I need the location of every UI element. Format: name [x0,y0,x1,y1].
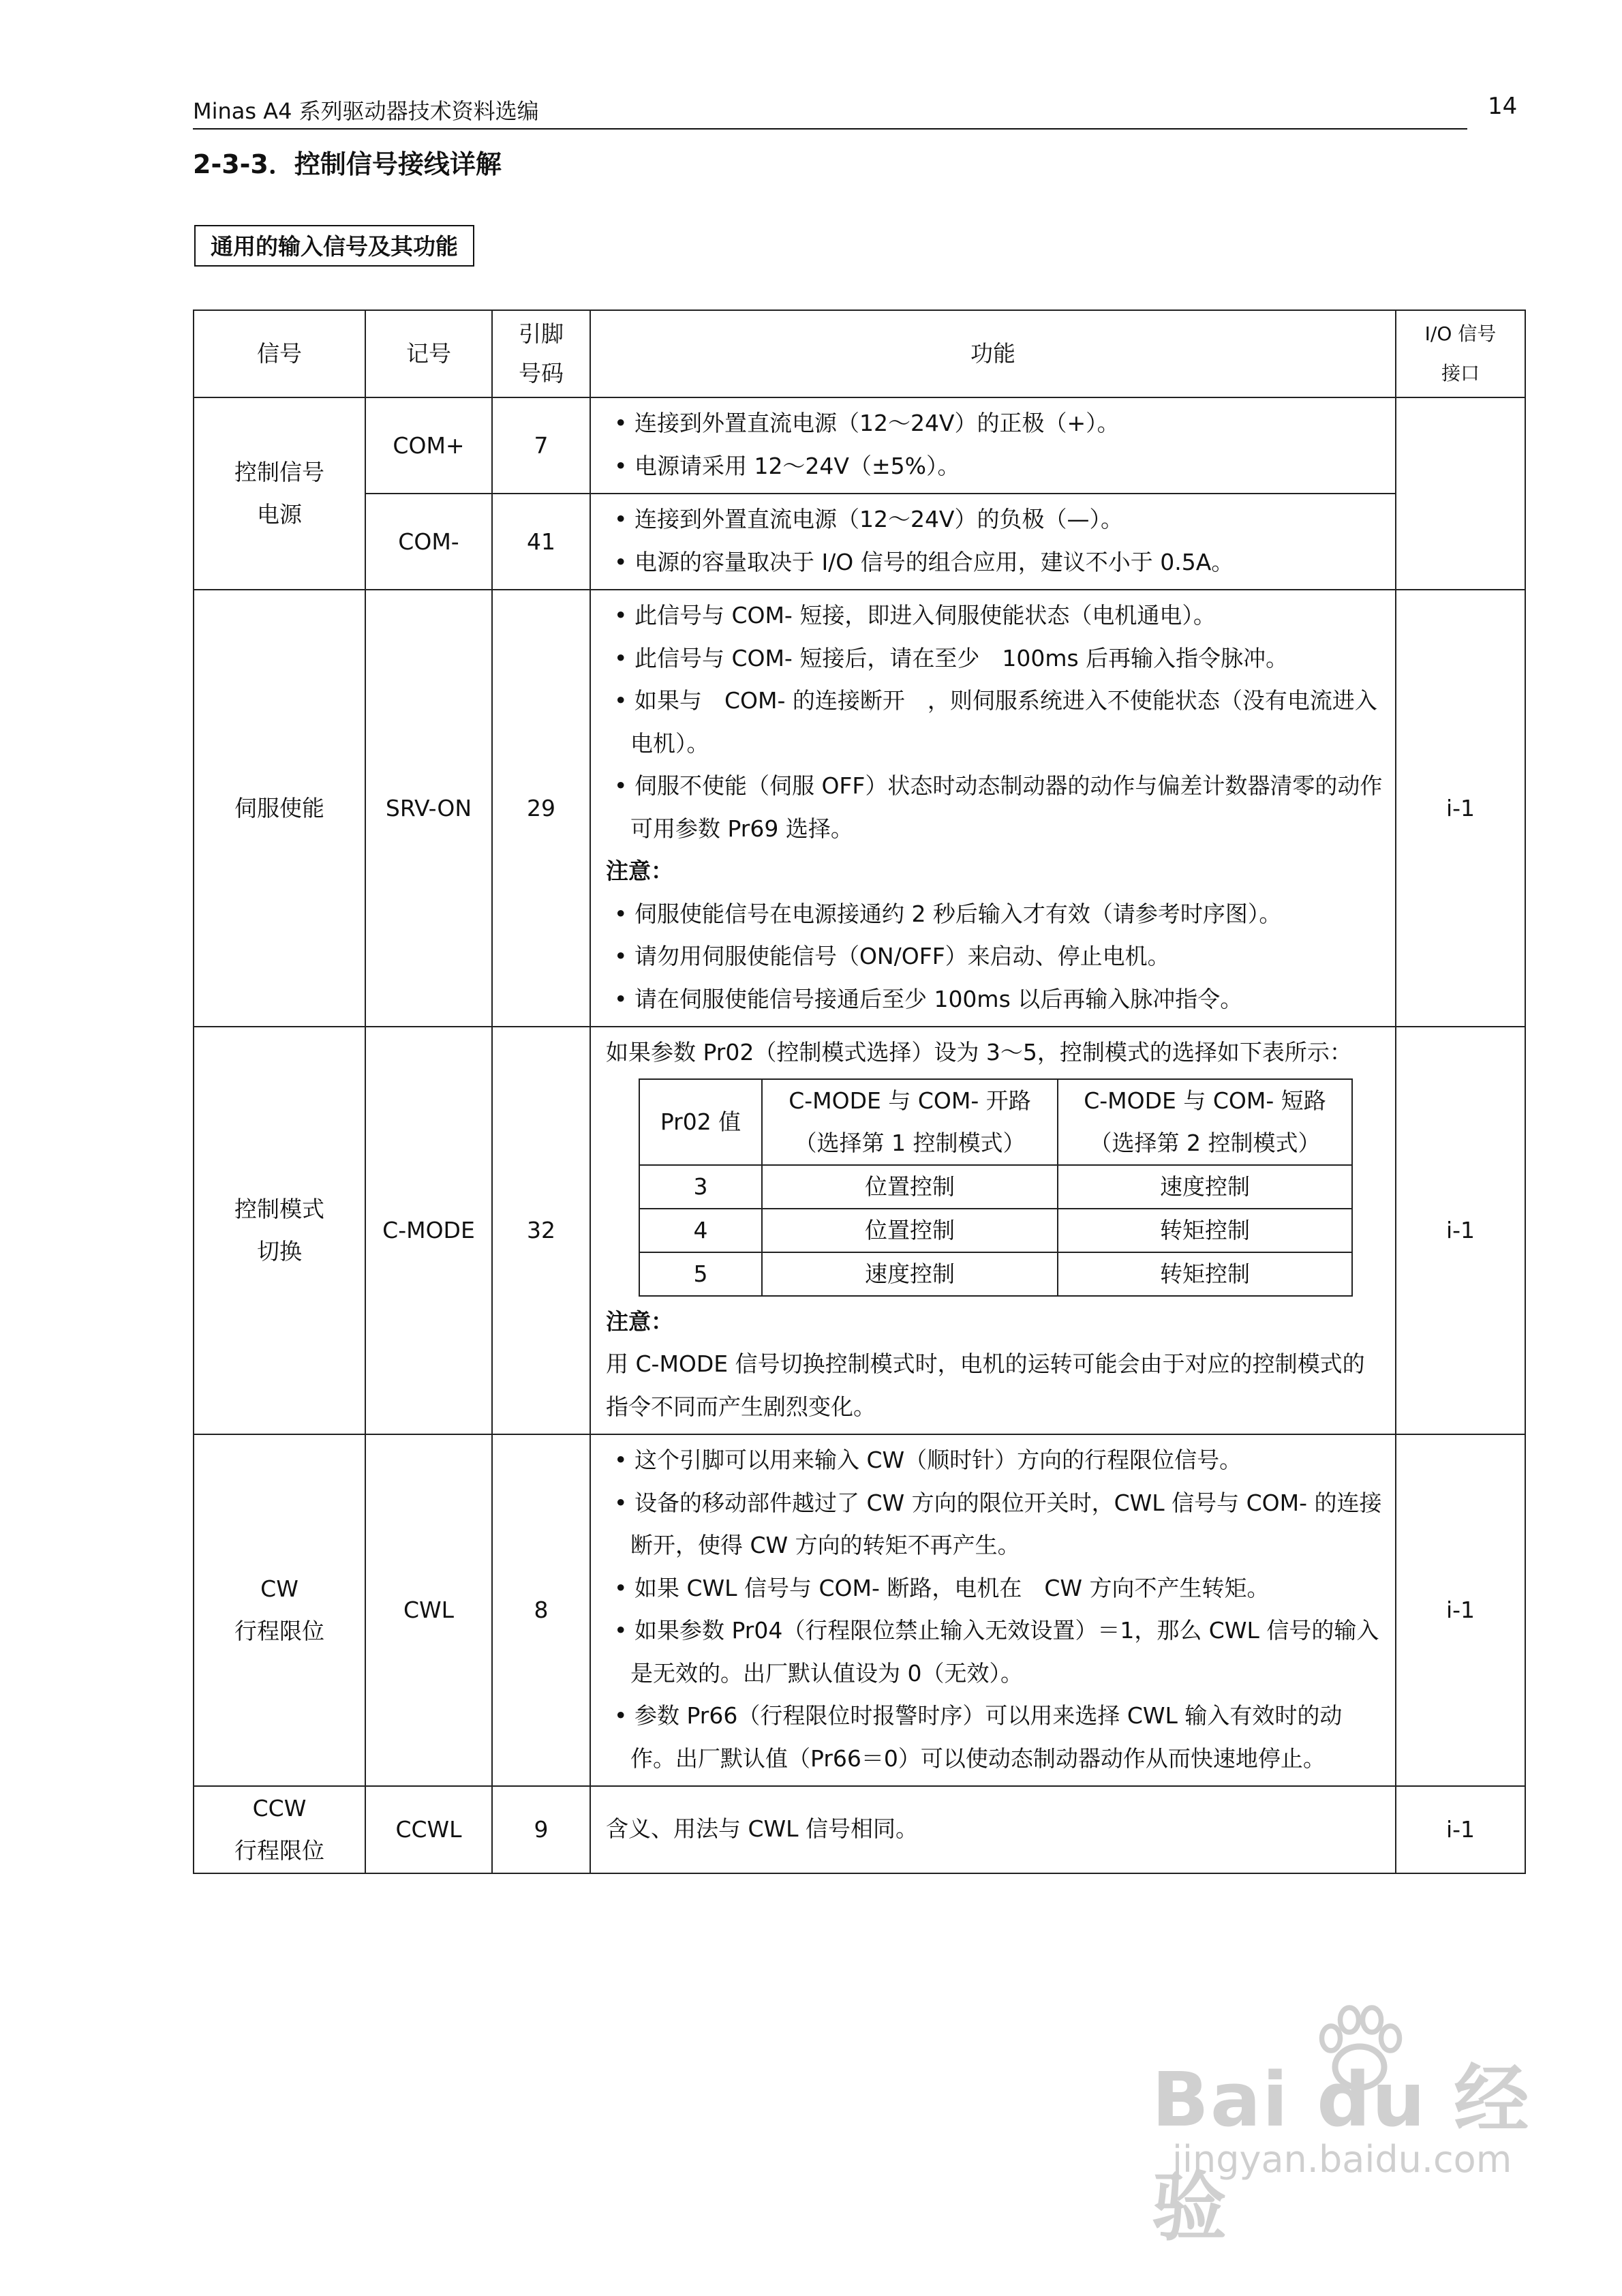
signal-line2: 行程限位 [234,1837,324,1864]
bullet-text: • 如果与 COM- 的连接断开 ，则伺服系统进入不使能状态（没有电流进入电机）。 [614,687,1377,757]
inner-header-row [639,1079,1352,1165]
symbol-cell: C-MODE [365,1027,492,1434]
signal-cell-power [194,397,365,590]
symbol-cell: CCWL [365,1786,492,1873]
watermark [1152,1997,1533,2251]
symbol-cell: COM- [365,494,492,590]
bullet-text: • 电源的容量取决于 I/O 信号的组合应用，建议不小于 0.5A。 [614,548,1234,575]
document-title: Minas A4 系列驱动器技术资料选编 [193,98,539,124]
note-label: 注意： [606,1308,673,1335]
function-cell [590,397,1396,494]
note-bullet: • 请勿用伺服使能信号（ON/OFF）来启动、停止电机。 [614,943,1170,969]
signal-power-line2: 电源 [257,501,302,528]
header-signal: 信号 [194,310,365,397]
signal-cell [194,1027,365,1434]
pin-cell: 41 [492,494,590,590]
io-cell: i-1 [1396,1434,1525,1786]
note-bullet: • 请在伺服使能信号接通后至少 100ms 以后再输入脉冲指令。 [614,985,1243,1012]
inner-open: 位置控制 [762,1165,1058,1209]
inner-value: 4 [639,1209,762,1252]
signal-line1: CW [260,1575,299,1602]
io-cell: i-1 [1396,1027,1525,1434]
c-mode-intro: 如果参数 Pr02（控制模式选择）设为 3～5，控制模式的选择如下表所示： [606,1039,1352,1066]
pin-cell: 7 [492,397,590,494]
header-pin-line2: 号码 [519,360,564,387]
signal-line1: CCW [252,1795,307,1822]
header-pin-line1: 引脚 [519,320,564,347]
signal-table [193,309,1526,1874]
inner-header-short [1058,1079,1352,1165]
pin-cell: 32 [492,1027,590,1434]
io-cell: i-1 [1396,1786,1525,1873]
bullet-text: • 参数 Pr66（行程限位时报警时序）可以用来选择 CWL 输入有效时的动作。出厂默认值（Pr66＝0）可以使动态制动器动作从而快速地停止。 [614,1702,1343,1772]
inner-header-open-line2: （选择第 1 控制模式） [794,1129,1026,1156]
pin-cell: 29 [492,590,590,1027]
symbol-cell: SRV-ON [365,590,492,1027]
note-bullet: • 伺服使能信号在电源接通约 2 秒后输入才有效（请参考时序图）。 [614,900,1282,927]
inner-value: 3 [639,1165,762,1209]
signal-power-line1: 控制信号 [234,459,324,485]
watermark-logo: Bai du 经验 [1152,2056,1531,2251]
function-cell [590,1027,1396,1434]
table-row [194,590,1525,1027]
page-header [193,90,1518,124]
signal-cell: 伺服使能 [194,590,365,1027]
header-rule [193,128,1467,130]
inner-header-open-line1: C-MODE 与 COM- 开路 [789,1087,1031,1114]
watermark-url: jingyan.baidu.com [1172,2138,1512,2181]
inner-short: 转矩控制 [1058,1209,1352,1252]
table-row [194,494,1525,590]
signal-line2: 行程限位 [234,1618,324,1644]
page-number-underline [1288,128,1334,130]
bullet-text: • 此信号与 COM- 短接，即进入伺服使能状态（电机通电）。 [614,602,1216,629]
table-row [194,1027,1525,1434]
inner-short: 转矩控制 [1058,1252,1352,1296]
table-header-row [194,310,1525,397]
inner-row [639,1252,1352,1296]
header-io [1396,310,1525,397]
inner-header-short-line2: （选择第 2 控制模式） [1089,1129,1321,1156]
function-cell [590,494,1396,590]
header-io-line2: 接口 [1441,362,1480,384]
header-pin [492,310,590,397]
symbol-cell: CWL [365,1434,492,1786]
header-io-line1: I/O 信号 [1424,322,1497,345]
function-cell [590,590,1396,1027]
bullet-text: • 设备的移动部件越过了 CW 方向的限位开关时，CWL 信号与 COM- 的连接断开，使得 CW 方向的转矩不再产生。 [614,1489,1382,1558]
pin-cell: 8 [492,1434,590,1786]
inner-open: 速度控制 [762,1252,1058,1296]
inner-short: 速度控制 [1058,1165,1352,1209]
section-title: 2-3-3．控制信号接线详解 [193,149,502,179]
function-cell [590,1434,1396,1786]
bullet-text: • 电源请采用 12～24V（±5%）。 [614,452,960,479]
io-cell-empty [1396,397,1525,590]
bullet-text: • 如果参数 Pr04（行程限位禁止输入无效设置）＝1，那么 CWL 信号的输入是无效的。出厂默认值设为 0（无效）。 [614,1617,1379,1687]
inner-header-value: Pr02 值 [639,1079,762,1165]
bullet-text: • 这个引脚可以用来输入 CW（顺时针）方向的行程限位信号。 [614,1447,1242,1473]
signal-cell [194,1434,365,1786]
signal-line2: 切换 [257,1238,302,1265]
inner-open: 位置控制 [762,1209,1058,1252]
note-label: 注意： [606,858,673,884]
signal-cell [194,1786,365,1873]
table-row [194,397,1525,494]
symbol-cell: COM+ [365,397,492,494]
inner-row [639,1209,1352,1252]
bullet-text: • 伺服不使能（伺服 OFF）状态时动态制动器的动作与偏差计数器清零的动作可用参数 Pr69 选择。 [614,772,1383,842]
header-function: 功能 [590,310,1396,397]
page-number: 14 [1488,93,1518,120]
bullet-text: • 如果 CWL 信号与 COM- 断路，电机在 CW 方向不产生转矩。 [614,1574,1270,1601]
inner-header-open [762,1079,1058,1165]
bullet-text: • 连接到外置直流电源（12～24V）的负极（—）。 [614,506,1124,532]
bullet-text: • 此信号与 COM- 短接后，请在至少 100ms 后再输入指令脉冲。 [614,644,1289,671]
table-row [194,1434,1525,1786]
io-cell: i-1 [1396,590,1525,1027]
note-text: 用 C-MODE 信号切换控制模式时，电机的运转可能会由于对应的控制模式的指令不同而产生剧烈变化。 [606,1350,1365,1420]
control-mode-table [639,1078,1353,1297]
function-cell: 含义、用法与 CWL 信号相同。 [590,1786,1396,1873]
header-symbol: 记号 [365,310,492,397]
inner-row [639,1165,1352,1209]
bullet-text: • 连接到外置直流电源（12～24V）的正极（+）。 [614,410,1120,436]
signal-line1: 控制模式 [234,1196,324,1222]
subsection-title: 通用的输入信号及其功能 [194,225,474,267]
table-row [194,1786,1525,1873]
pin-cell: 9 [492,1786,590,1873]
inner-value: 5 [639,1252,762,1296]
inner-header-short-line1: C-MODE 与 COM- 短路 [1084,1087,1326,1114]
